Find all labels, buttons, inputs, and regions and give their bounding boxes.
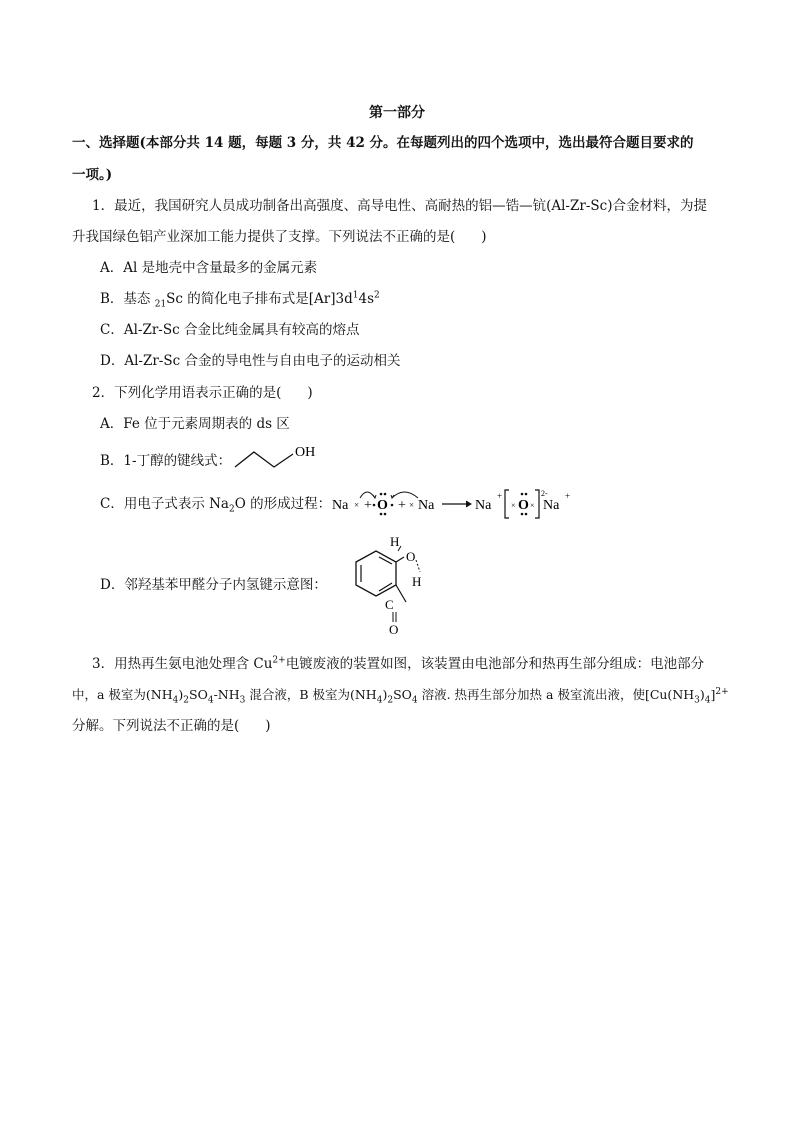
q3-line3-pre: 分解。下列说法不正确的是( (72, 718, 240, 734)
hydroxyl-o: O (406, 549, 416, 564)
q1-option-d: D．Al-Zr-Sc 合金的导电性与自由电子的运动相关 (100, 353, 401, 369)
salicylaldehyde-structure (334, 530, 434, 636)
q3-line1-sup: 2+ (272, 655, 286, 666)
q1-option-b-prefix: B．基态 (100, 291, 155, 307)
q2-option-a: A．Fe 位于元素周期表的 ds 区 (100, 416, 290, 432)
hydroxyl-h: H (390, 534, 400, 549)
q3-line2-sup: 2+ (715, 686, 729, 697)
q3-line2-sub: 4 (704, 695, 711, 706)
q1-option-b-mid: Sc 的简化电子排布式是[Ar]3d (166, 291, 353, 307)
aldehyde-h: H (412, 574, 422, 589)
aldehyde-c: C (385, 597, 394, 612)
eq-na-plus-1: Na (475, 498, 492, 513)
eq-oxide-ion: O (518, 498, 529, 513)
q3-line2-seg: SO (393, 687, 412, 702)
eq-plus-1: + (364, 498, 372, 513)
butanol-oh-label: OH (295, 445, 316, 460)
q3-line2-seg: ) (699, 687, 705, 702)
q2-stem-text: 2．下列化学用语表示正确的是( (92, 385, 282, 401)
q3-line2-seg: -NH (213, 687, 240, 702)
eq-charge-plus-1: + (497, 491, 503, 501)
eq-cross-1: × (354, 500, 360, 510)
q3-line2-seg: ) (382, 687, 388, 702)
q3-line2-sub: 4 (207, 695, 214, 706)
q3-line1-pre: 3．用热再生氨电池处理含 Cu (92, 656, 273, 672)
na2o-formation-equation (330, 478, 590, 522)
eq-na-right: Na (418, 498, 435, 513)
eq-charge-plus-2: + (565, 491, 571, 501)
q1-option-b-sup1: 1 (352, 290, 359, 301)
q2-stem (92, 384, 313, 402)
q3-line2-sub: 4 (376, 695, 383, 706)
q1-option-b-sub: 21 (154, 299, 167, 310)
section-heading-line2: 一项。) (72, 167, 113, 183)
eq-charge-2minus: 2- (541, 489, 548, 498)
eq-oxygen: O (377, 498, 388, 513)
q3-line2-seg: 中，a 极室为(NH (72, 687, 173, 702)
q3-line2-seg: ) (178, 687, 184, 702)
aldehyde-o: O (389, 622, 399, 636)
q2-option-c (100, 495, 331, 513)
q3-line2-sub: 2 (387, 695, 394, 706)
eq-cross-2: × (409, 500, 415, 510)
q3-line2-sub: 4 (411, 695, 418, 706)
eq-na-left: Na (332, 498, 349, 513)
q1-stem-line1: 1．最近，我国研究人员成功制备出高强度、高导电性、高耐热的铝—锆—钪(Al-Zr-Sc)合金材料，为提 (92, 198, 707, 214)
q3-line2-seg: SO (189, 687, 208, 702)
q2-option-c-suffix: O 的形成过程： (234, 496, 332, 512)
eq-na-plus-2: Na (543, 498, 560, 513)
benzene-ring (356, 551, 396, 596)
hydrogen-bond (416, 560, 420, 572)
q3-line3-close: ) (265, 718, 271, 734)
section-heading-line1: 一、选择题(本部分共 14 题，每题 3 分，共 42 分。在每题列出的四个选项中，选出最符合题目要求的 (72, 135, 694, 151)
q2-stem-close: ) (307, 385, 313, 401)
q2-option-d: D．邻羟基苯甲醛分子内氢键示意图： (100, 577, 327, 593)
q3-line2-sub: 3 (694, 695, 700, 706)
q3-line2-seg: 溶液. 热再生部分加热 a 极室流出液，使[Cu(NH (417, 687, 695, 702)
q3-line2 (72, 686, 729, 704)
eq-cross-4: × (530, 501, 535, 510)
q3-line2-sub: 4 (172, 695, 179, 706)
q2-option-c-prefix: C．用电子式表示 Na (100, 496, 229, 512)
q3-line2-sub: 3 (239, 695, 246, 706)
q1-option-b-sup2: 2 (374, 290, 380, 301)
eq-plus-2: + (398, 498, 406, 513)
q3-line2-sub: 2 (183, 695, 190, 706)
q1-stem-line2 (72, 228, 487, 246)
q3-line1-post: 电镀废液的装置如图，该装置由电池部分和热再生部分组成：电池部分 (285, 656, 705, 672)
page-title: 第一部分 (369, 105, 425, 121)
q1-option-c: C．Al-Zr-Sc 合金比纯金属具有较高的熔点 (100, 322, 360, 338)
q1-stem-text: 升我国绿色铝产业深加工能力提供了支撑。下列说法不正确的是( (72, 229, 456, 245)
q2-option-c-sub: 2 (228, 504, 235, 515)
butanol-skeletal-structure (232, 440, 332, 472)
q3-line2-seg: ] (710, 687, 716, 702)
q1-stem-close: ) (481, 229, 487, 245)
q1-option-b (100, 290, 380, 308)
butanol-bonds (235, 452, 293, 467)
q1-option-b-mid2: 4s (358, 291, 375, 307)
q2-option-b: B．1-丁醇的键线式： (100, 453, 232, 469)
q1-option-a: A．Al 是地壳中含量最多的金属元素 (100, 260, 318, 276)
q3-line3 (72, 717, 271, 735)
eq-cross-3: × (511, 501, 516, 510)
q3-line1 (92, 655, 704, 673)
q3-line2-seg: 混合液，B 极室为(NH (245, 687, 377, 702)
